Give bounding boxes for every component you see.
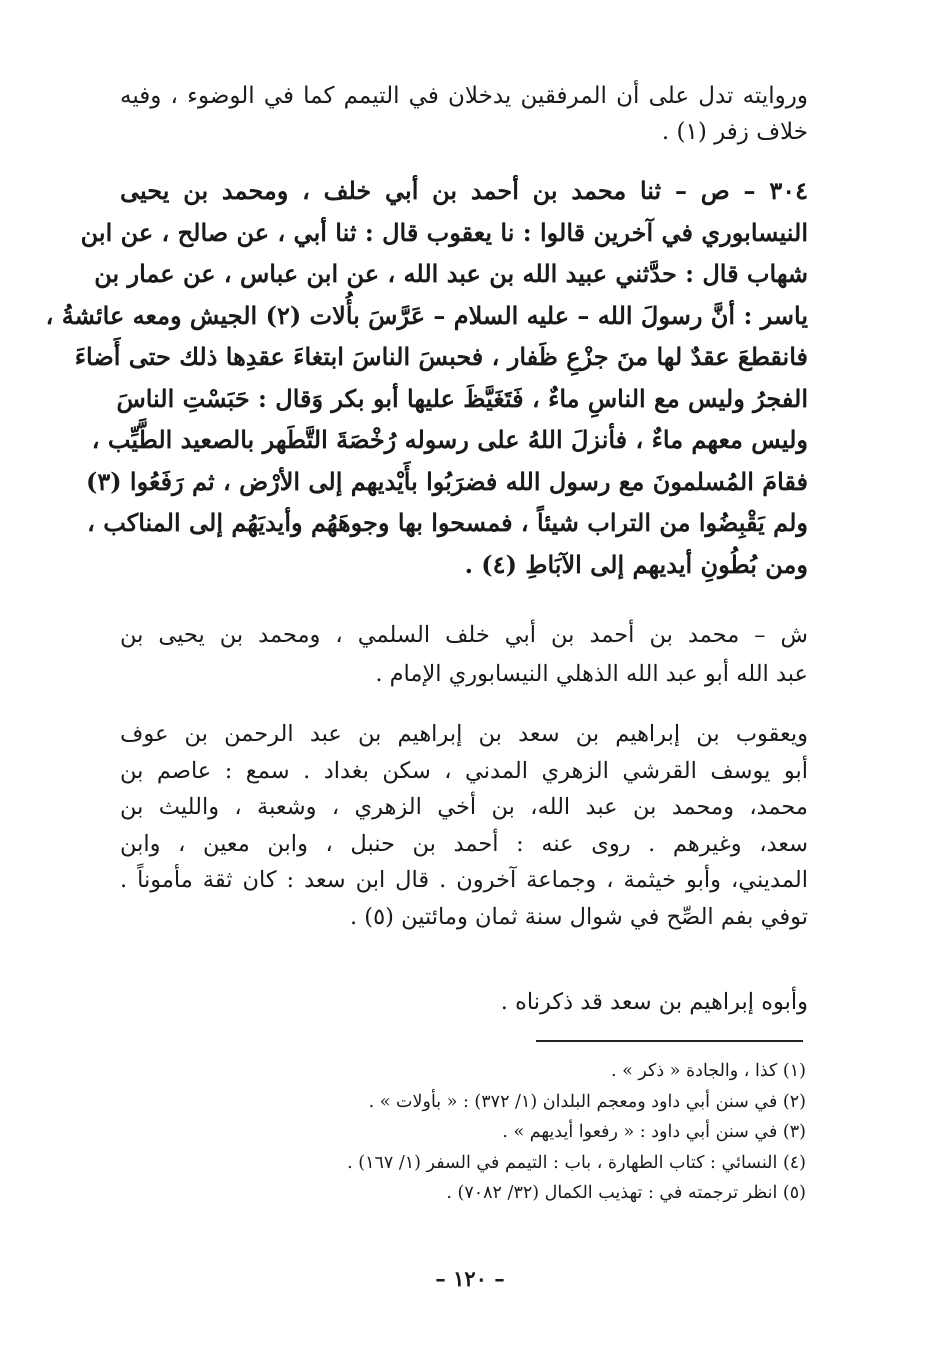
- biography-line: ويعقوب بن إبراهيم بن سعد بن إبراهيم بن عبد الرحمن بن عوف: [120, 721, 808, 747]
- commentary-line: عبد الله أبو عبد الله الذهلي النيسابوري الإمام .: [375, 661, 808, 687]
- hadith-line: شهاب قال : حدَّثني عبيد الله بن عبد الله ، عن ابن عباس ، عن عمار بن: [94, 259, 808, 288]
- footnote-item: (١) كذا ، والجادة « ذكر » .: [610, 1061, 806, 1081]
- biography-line: محمد، ومحمد بن عبد الله، بن أخي الزهري ، وشعبة ، والليث بن: [120, 794, 808, 820]
- biography-line: سعد، وغيرهم . روى عنه : أحمد بن حنبل ، وابن معين ، وابن: [120, 830, 808, 857]
- page-number: – ١٢٠ –: [435, 1266, 505, 1291]
- footnote-item: (٢) في سنن أبي داود ومعجم البلدان (١/ ٣٧٢) : « بأولات » .: [368, 1091, 806, 1112]
- hadith-line: ياسر : أنَّ رسولَ الله – عليه السلام – عَرَّسَ بأُلات (٢) الجيش ومعه عائشةُ ،: [45, 300, 808, 330]
- father-paragraph: [120, 984, 808, 1020]
- father-line: وأبوه إبراهيم بن سعد قد ذكرناه .: [500, 989, 808, 1015]
- intro-line: خلاف زفر (١) .: [661, 119, 808, 145]
- footnote-item: (٣) في سنن أبي داود : « رفعوا أيديهم » .: [502, 1122, 806, 1142]
- hadith-line: ومن بُطُونِ أيديهم إلى الآبَاطِ (٤) .: [464, 549, 808, 579]
- footnote-item: (٥) انظر ترجمته في : تهذيب الكمال (٣٢/ ٧٠٨٢) .: [446, 1183, 806, 1203]
- hadith-line: الفجرُ وليس مع الناسِ ماءٌ ، فَتَغَيَّظَ عليها أبو بكر وَقال : حَبَسْتِ الناسَ: [116, 383, 808, 413]
- biography-line: المديني، وأبو خيثمة ، وجماعة آخرون . قال ابن سعد : كان ثقة مأموناً .: [120, 867, 808, 893]
- hadith-line: فانقطعَ عقدٌ لها منَ جزْعِ ظَفار ، فحبسَ الناسَ ابتغاءَ عقدِها ذلك حتى أَضاءَ: [74, 342, 808, 371]
- biography-paragraph: [120, 716, 808, 935]
- footnotes: [200, 1056, 806, 1209]
- commentary-line: ش – محمد بن أحمد بن أبي خلف السلمي ، ومحمد بن يحيى بن: [120, 622, 808, 648]
- hadith-line: ٣٠٤ – ص – ثنا محمد بن أحمد بن أبي خلف ، ومحمد بن يحيى: [120, 176, 808, 205]
- hadith-paragraph: [45, 170, 808, 585]
- hadith-line: ولم يَقْبِضُوا من التراب شيئاً ، فمسحوا بها وجوهَهُم وأيديَهُم إلى المناكب ،: [87, 508, 808, 537]
- footnote-item: (٤) النسائي : كتاب الطهارة ، باب : التيمم في السفر (١/ ١٦٧) .: [347, 1152, 806, 1173]
- hadith-line: وليس معهم ماءٌ ، فأنزلَ اللهُ على رسوله رُخْصَةَ التَّطَهر بالصعيد الطَّيِّب ،: [91, 425, 808, 454]
- hadith-line: فقامَ المُسلمونَ مع رسول الله فضرَبُوا بأَيْديهم إلى الأرْض ، ثم رَفَعُوا (٣): [85, 466, 808, 496]
- intro-paragraph: [120, 78, 808, 150]
- hadith-line: النيسابوري في آخرين قالوا : نا يعقوب قال : ثنا أبي ، عن صالح ، عن ابن: [80, 217, 808, 247]
- commentary-paragraph: [120, 616, 808, 694]
- biography-line: أبو يوسف القرشي الزهري المدني ، سكن بغداد . سمع : عاصم بن: [120, 757, 808, 784]
- biography-line: توفي بفم الصِّح في شوال سنة ثمان ومائتين (٥) .: [349, 903, 808, 930]
- intro-line: وروايته تدل على أن المرفقين يدخلان في التيمم كما في الوضوء ، وفيه: [120, 83, 808, 109]
- footnote-divider: [536, 1040, 803, 1042]
